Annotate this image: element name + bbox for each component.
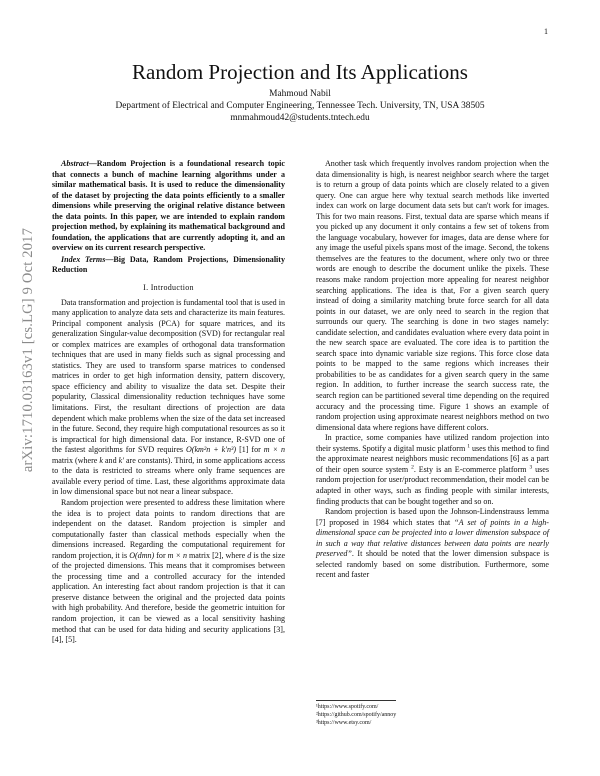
abstract (52, 159, 285, 254)
intro-paragraph-4: In practice, some companies have utilized random projection into their systems. Spotify a digital music platform $^1$ uses this method to find the approximate nearest neighbors music recommendations [6] as a part of their open source system $^2$. Esty is an E-commerce platform $^3$ uses random projection for user/product recommendation, their model can be adapted in other ways, such as finding people with similar interests, finding products that can be bought together and so on. (316, 433, 549, 506)
complexity-formula: O(km²n + k′n³) (186, 445, 237, 455)
footnote-3: ³https://www.etsy.com/ (316, 720, 372, 726)
intro-paragraph-3: Another task which frequently involves random projection when the data dimensionality is high, is nearest neighbor search where the target is to return a group of data points which are closely related to a given query. One can argue here why textual search methods like inverted index can work on large document data sets but can't work for images. This for two main reasons. First, textual data are sparse which means if you picked up any document it only contains a few set of tokens from the language vocabulary, however for images, data are dense where for any image the useful pixels spans most of the image. Second, the tokens themselves are the features to the document, where only two or three words are enough to describe the document unlike the pixels. These reasons make random projection more appealing for nearest neighbor searching applications. The idea is that, For a given search query instead of doing a similarity matching brute force search for all data points in our dataset, we are only need to search in the region that surrounds our query. The searching is done in two stages namely: candidate selection, and candidates evaluation where every data point in the new search space are evaluated. The core idea is to partition the search space into dynamic variable size regions. This force close data points to be mapped to the same regions which increases their probabilities to be as candidates for a given search query in the same region. In addition, to further increase the search success rate, the search region can be partitioned several time depending on the required accuracy and the processing time. Figure 1 shows an example of random projection using approximate nearest neighbors method on two dimensional data where regions have different colors. (316, 159, 549, 432)
arxiv-stamp: arXiv:1710.03163v1 [cs.LG] 9 Oct 2017 (20, 227, 36, 473)
right-column (316, 159, 549, 581)
author-affiliation: Department of Electrical and Computer Engineering, Tennessee Tech. University, TN, USA 38505 (115, 101, 485, 111)
footnote-1: ¹https://www.spotify.com/ (316, 704, 379, 710)
page-number: 1 (544, 27, 548, 36)
author-email: mnmahmoud42@students.tntech.edu (230, 113, 370, 123)
abstract-label: Abstract (61, 159, 89, 168)
intro-paragraph-5: Random projection is based upon the Johnson-Lindenstrauss lemma [7] proposed in 1984 which states that “A set of points in a high-dimensional space can be projected into a lower dimension subspace of in such a way that relative distances between data points are nearly preserved”. It should be noted that the lower dimension subspace is selected randomly based on some distribution. Furthermore, some recent and faster (316, 507, 549, 580)
intro-paragraph-2: Random projection were presented to address these limitation where the idea is to project data points to random directions that are independent on the dataset. Random projection is simpler and computationally faster than classical methods especially when the dimensions increased. Regarding the computational requirement for random projection, it is O(dmn) for m × n matrix [2], where d is the size of the projected dimensions. This means that it compromises between the processing time and a controlled accuracy for the intended application. An interesting fact about random projection is that it can preserve distance between the original and the projected data points with high probability. And therefore, beside the geometric intuition for random projection, it can be viewed as a local sensitivity hashing method that can be used for data hiding and security applications [3], [4], [5]. (52, 497, 286, 645)
abstract-text: —Random Projection is a foundational research topic that connects a bunch of machine learning algorithms under a similar mathematical basis. It is used to reduce the dimensionality of the dataset by projecting the data points efficiently to a smaller dimensions while preserving the original relative distance between the data points. In this paper, we are intended to explain random projection method, by explaining its mathematical background and foundation, the applications that are currently adopting it, and an overview on its current research perspective. (52, 159, 285, 253)
footnote-divider (316, 700, 396, 701)
section-heading-introduction: I. Introduction (143, 283, 194, 293)
author-name: Mahmoud Nabil (269, 89, 331, 99)
jl-lemma-quote: “A set of points in a high-dimensional space can be projected into a lower dimension subspace of in such a way that relative distances between data points are nearly preserved” (316, 517, 549, 559)
intro-paragraph-1: Data transformation and projection is fundamental tool that is used in many application to analyze data sets and characterize its main features. Principal component analysis (PCA) for square matrices, and its generalization Singular-value decomposition (SVD) for rectangular real or complex matrices are examples of orthogonal data transformation techniques that are used in many fields such as signal processing and statistics. They are used to transform sparse matrices to condensed matrices in order to get high information density, pattern discovery, space efficiency and ability to visualize the data set. Despite their popularity, Classical dimensionality reduction techniques have some limitations. First, the resultant directions of projection are data dependent which make problems when the size of the data set increased in the future. Second, they require high computational resources as so it is impractical for high dimensional data. For instance, R-SVD one of the fastest algorithms for SVD requires O(km²n + k′n³) [1] for m × n matrix (where k and k′ are constants). Third, in some applications access to the data is restricted to streams where only frame sequences are available every period of time. Last, these algorithms approximate data in low dimensional space but not near a linear subspace. (52, 297, 285, 497)
index-terms-text: —Big Data, Random Projections, Dimensionality Reduction (52, 254, 285, 275)
left-column (52, 159, 285, 646)
index-terms (52, 255, 285, 276)
index-terms-label: Index Terms (61, 254, 106, 264)
footnotes (316, 700, 549, 727)
footnote-2: ²https://github.com/spotify/annoy (316, 712, 397, 718)
paper-title: Random Projection and Its Applications (132, 60, 468, 84)
